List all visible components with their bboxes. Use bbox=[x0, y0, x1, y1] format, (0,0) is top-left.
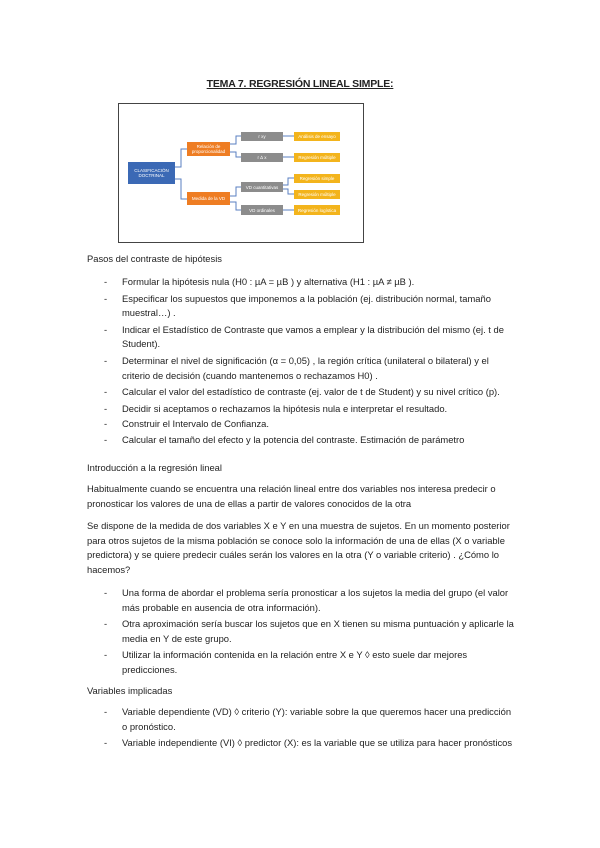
list-item-text: Utilizar la información contenida en la relación entre X e Y ◊ esto suele dar mejores predicciones. bbox=[122, 649, 468, 675]
list-item bbox=[87, 736, 517, 751]
node-leaf-1: Análisis de ensayo bbox=[294, 132, 340, 141]
approach-list bbox=[87, 586, 517, 678]
list-item bbox=[87, 617, 517, 646]
list-item-text: Determinar el nivel de significación (α = 0,05) , la región crítica (unilateral o bilateral) y el criterio de decisión (cuando mantenemos o rechazamos H0) . bbox=[122, 354, 489, 381]
list-item bbox=[87, 586, 517, 615]
list-item bbox=[87, 323, 517, 352]
list-item-text: Otra aproximación sería buscar los sujetos que en X tienen su misma puntuación y aplicarle la media en Y de este grupo. bbox=[122, 618, 514, 644]
node-branch-bottom: Medida de la VD bbox=[187, 192, 230, 205]
bullet: - bbox=[104, 418, 108, 430]
node-leaf-2: Regresión múltiple bbox=[294, 153, 340, 162]
classification-diagram bbox=[118, 103, 364, 243]
bullet: - bbox=[104, 402, 108, 414]
node-leaf-5: Regresión logística bbox=[294, 205, 340, 215]
bullet: - bbox=[104, 649, 108, 661]
list-item-text: Indicar el Estadístico de Contraste que vamos a emplear y la distribución del mismo (ej. t de Student). bbox=[122, 323, 504, 350]
node-leaf-3: Regresión simple bbox=[294, 174, 340, 183]
list-item-text: Construir el Intervalo de Confianza. bbox=[122, 418, 269, 430]
list-item bbox=[87, 402, 517, 417]
list-item bbox=[87, 275, 517, 290]
list-item bbox=[87, 292, 517, 321]
intro-paragraph-2: Se dispone de la medida de dos variables X e Y en una muestra de sujetos. En un momento posterior para otros sujetos de la misma población se conoce solo la información de una de ellas (X o variable predictora) y se quiere predecir cuáles serán los valores en la otra (Y o variable criterio) . ¿Cómo lo hacemos? bbox=[87, 520, 510, 575]
bullet: - bbox=[104, 737, 108, 749]
section-heading-variables: Variables implicadas bbox=[87, 685, 173, 696]
list-item-text: Calcular el valor del estadístico de contraste (ej. valor de t de Student) y su nivel crítico (p). bbox=[122, 386, 500, 398]
bullet: - bbox=[104, 386, 108, 398]
list-item-text: Variable dependiente (VD) ◊ criterio (Y): variable sobre la que queremos hacer una predicción o pronóstico. bbox=[122, 706, 512, 732]
list-item bbox=[87, 705, 517, 734]
page-title: TEMA 7. REGRESIÓN LINEAL SIMPLE: bbox=[206, 78, 394, 90]
list-item bbox=[87, 385, 517, 400]
bullet: - bbox=[104, 433, 108, 445]
list-item-text: Calcular el tamaño del efecto y la potencia del contraste. Estimación de parámetro bbox=[122, 433, 465, 445]
bullet: - bbox=[104, 354, 108, 366]
list-item-text: Variable independiente (VI) ◊ predictor (X): es la variable que se utiliza para hacer pronósticos bbox=[122, 737, 513, 749]
bullet: - bbox=[104, 276, 108, 287]
node-mid-3: VD cuantitativas bbox=[241, 182, 283, 192]
intro-paragraph-1: Habitualmente cuando se encuentra una relación lineal entre dos variables nos interesa predecir o pronosticar los valores de una de ellas a partir de valores conocidos de la otra bbox=[87, 483, 496, 509]
variables-list bbox=[87, 705, 517, 751]
bullet: - bbox=[104, 618, 108, 630]
bullet: - bbox=[104, 706, 108, 717]
list-item bbox=[87, 417, 517, 432]
list-item-text: Una forma de abordar el problema sería pronosticar a los sujetos la media del grupo (el valor más probable en ausencia de otra información). bbox=[122, 587, 509, 613]
list-item-text: Decidir si aceptamos o rechazamos la hipótesis nula e interpretar el resultado. bbox=[122, 402, 448, 414]
steps-list bbox=[87, 275, 517, 448]
node-leaf-4: Regresión múltiple bbox=[294, 190, 340, 199]
list-item bbox=[87, 433, 517, 448]
node-branch-top: Relación de proporcionalidad bbox=[187, 142, 230, 156]
list-item bbox=[87, 354, 517, 383]
list-item bbox=[87, 648, 517, 677]
list-item-text: Formular la hipótesis nula (H0 : µA = µB ) y alternativa (H1 : µA ≠ µB ). bbox=[122, 276, 415, 287]
bullet: - bbox=[104, 587, 108, 598]
bullet: - bbox=[104, 323, 108, 335]
section-heading-pasos: Pasos del contraste de hipótesis bbox=[87, 253, 222, 264]
list-item-text: Especificar los supuestos que imponemos a la población (ej. distribución normal, tamaño muestral…) . bbox=[122, 292, 491, 319]
node-mid-1: r xy bbox=[241, 132, 283, 141]
node-mid-4: VD ordinales bbox=[241, 205, 283, 215]
node-mid-2: r ∆ x bbox=[241, 153, 283, 162]
section-heading-intro: Introducción a la regresión lineal bbox=[87, 462, 222, 473]
node-root: CLASIFICACIÓN DOCTRINAL bbox=[128, 162, 175, 184]
bullet: - bbox=[104, 292, 108, 304]
